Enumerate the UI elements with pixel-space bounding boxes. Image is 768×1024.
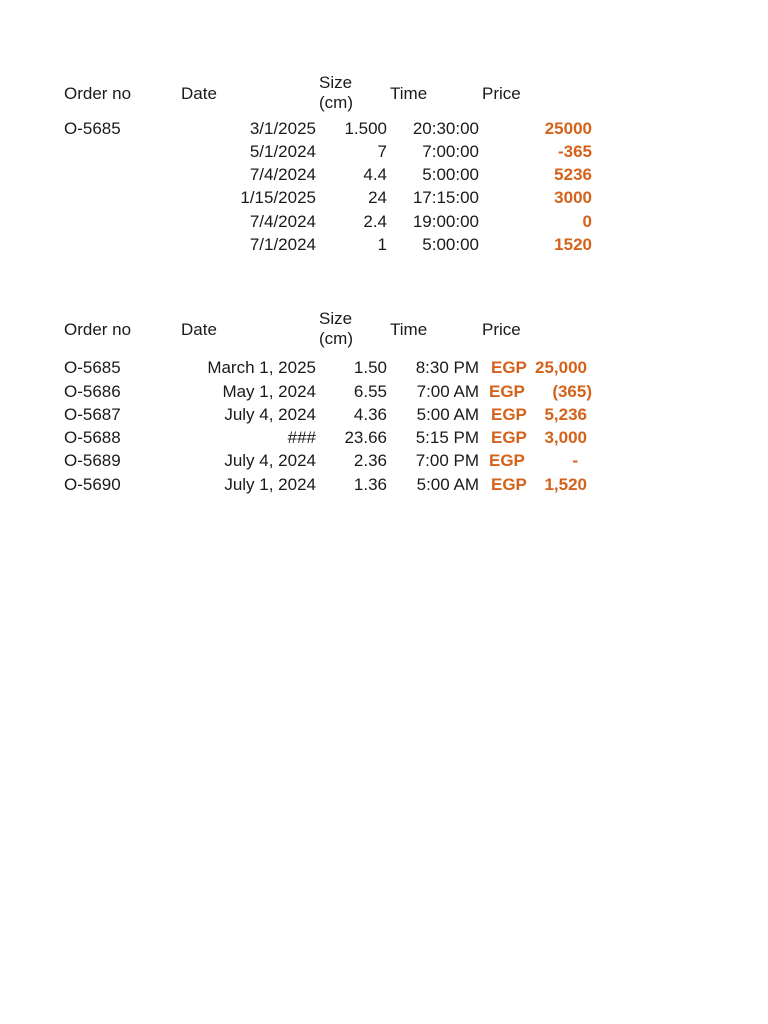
table-cell-size: 2.36 xyxy=(353,451,387,470)
table-cell-date: March 1, 2025 xyxy=(207,358,316,377)
header-date: Date xyxy=(181,84,217,103)
header-size-line1: Size xyxy=(319,309,353,328)
table-cell-time: 7:00 PM xyxy=(415,451,479,470)
table-cell-date: 5/1/2024 xyxy=(249,142,316,161)
table-cell-currency: EGP xyxy=(489,451,525,470)
header-size-line1: Size xyxy=(319,73,353,92)
table-cell-date: ### xyxy=(287,428,316,447)
table-cell-time: 8:30 PM xyxy=(415,358,479,377)
table-cell-price: 5236 xyxy=(554,165,592,184)
table-cell-order: O-5686 xyxy=(64,382,121,401)
table-cell-size: 2.4 xyxy=(363,212,387,231)
header-time: Time xyxy=(390,320,428,339)
table-cell-size: 1 xyxy=(377,235,387,254)
table-cell-time: 5:00:00 xyxy=(422,165,479,184)
table-cell-time: 5:15 PM xyxy=(415,428,479,447)
table-cell-amount: 3,000 xyxy=(544,428,587,447)
table-cell-size: 1.36 xyxy=(353,475,387,494)
table-cell-time: 19:00:00 xyxy=(412,212,479,231)
table-cell-time: 5:00 AM xyxy=(416,475,479,494)
table-cell-size: 24 xyxy=(368,188,387,207)
header-order-no: Order no xyxy=(64,320,132,339)
table-cell-size: 23.66 xyxy=(344,428,387,447)
table-cell-amount: 25,000 xyxy=(535,358,587,377)
table-cell-date: May 1, 2024 xyxy=(222,382,316,401)
table-cell-price: 25000 xyxy=(544,119,592,138)
table-cell-date: July 1, 2024 xyxy=(224,475,316,494)
table-cell-price: -365 xyxy=(557,142,592,161)
table-cell-order: O-5685 xyxy=(64,358,121,377)
table-cell-order: O-5687 xyxy=(64,405,121,424)
table-cell-date: 3/1/2025 xyxy=(249,119,316,138)
table-cell-time: 5:00:00 xyxy=(422,235,479,254)
header-time: Time xyxy=(390,84,428,103)
table-cell-date: 7/1/2024 xyxy=(249,235,316,254)
table-cell-date: July 4, 2024 xyxy=(224,405,316,424)
header-size-line2: (cm) xyxy=(319,329,353,348)
table-cell-amount: 5,236 xyxy=(544,405,587,424)
header-date: Date xyxy=(181,320,217,339)
table-cell-size: 4.4 xyxy=(363,165,387,184)
header-price: Price xyxy=(482,84,521,103)
table-cell-size: 6.55 xyxy=(353,382,387,401)
table-cell-time: 17:15:00 xyxy=(412,188,479,207)
table-cell-order: O-5688 xyxy=(64,428,121,447)
header-size xyxy=(319,309,353,349)
header-price: Price xyxy=(482,320,521,339)
table-cell-amount: 1,520 xyxy=(544,475,587,494)
table-cell-date: July 4, 2024 xyxy=(224,451,316,470)
table-cell-currency: EGP xyxy=(491,428,527,447)
table-cell-currency: EGP xyxy=(491,358,527,377)
header-size-line2: (cm) xyxy=(319,93,353,112)
table-cell-order: O-5690 xyxy=(64,475,121,494)
header-size xyxy=(319,73,353,113)
table-cell-time: 20:30:00 xyxy=(412,119,479,138)
table-cell-price: 3000 xyxy=(554,188,592,207)
table-cell-size: 4.36 xyxy=(353,405,387,424)
table-cell-amount: - xyxy=(572,451,578,470)
table-cell-time: 7:00 AM xyxy=(416,382,479,401)
table-cell-size: 7 xyxy=(377,142,387,161)
table-cell-date: 7/4/2024 xyxy=(249,212,316,231)
table-cell-amount: (365) xyxy=(552,382,592,401)
table-cell-date: 1/15/2025 xyxy=(240,188,316,207)
header-order-no: Order no xyxy=(64,84,132,103)
table-cell-size: 1.50 xyxy=(353,358,387,377)
table-cell-currency: EGP xyxy=(491,475,527,494)
table-cell-currency: EGP xyxy=(491,405,527,424)
table-cell-price: 0 xyxy=(582,212,592,231)
table-cell-price: 1520 xyxy=(554,235,592,254)
table-cell-time: 5:00 AM xyxy=(416,405,479,424)
table-cell-currency: EGP xyxy=(489,382,525,401)
table-cell-time: 7:00:00 xyxy=(422,142,479,161)
table-cell-order: O-5689 xyxy=(64,451,121,470)
table-cell-date: 7/4/2024 xyxy=(249,165,316,184)
table-cell-size: 1.500 xyxy=(344,119,387,138)
table-cell-order: O-5685 xyxy=(64,119,121,138)
